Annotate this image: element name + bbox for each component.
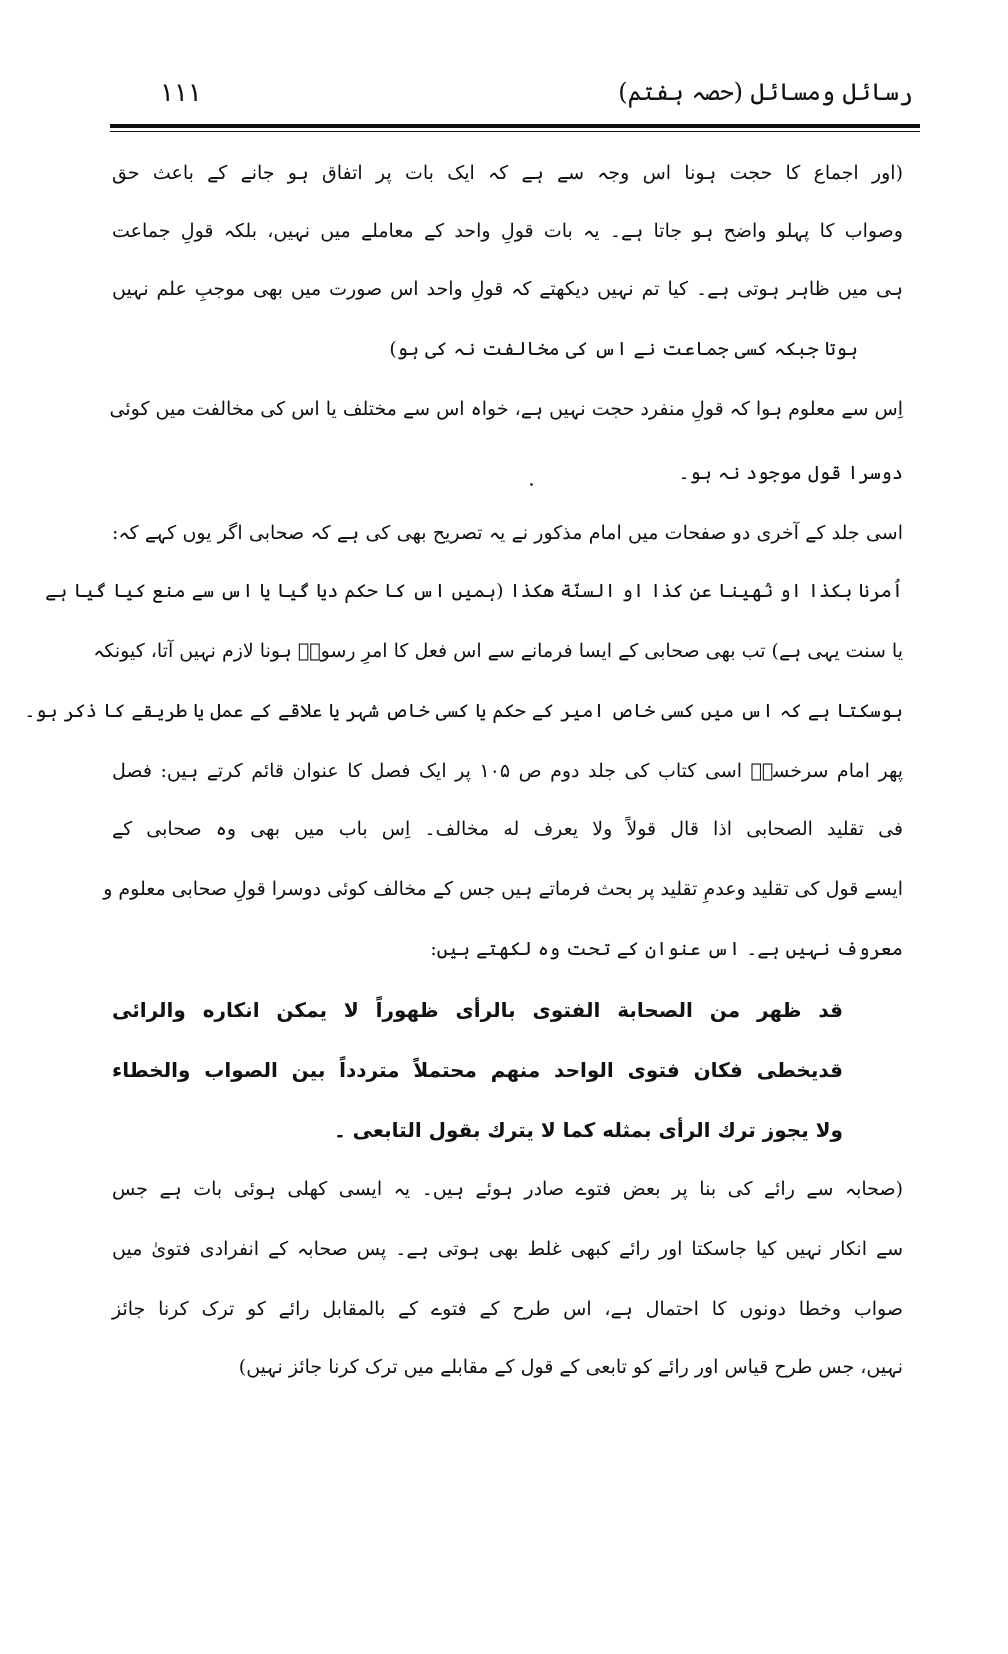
body-line: ہوتا جبکہ کسی جماعت نے اس کی مخالفت نہ کی ہو) <box>389 338 858 360</box>
body-line: اِس سے معلوم ہوا کہ قولِ منفرد حجت نہیں ہے، خواہ اس سے مختلف یا اس کی مخالفت میں کوئی <box>109 398 903 420</box>
book-title: رسائل ومسائل (حصہ ہفتم) <box>618 78 913 106</box>
translation-line: صواب وخطا دونوں کا احتمال ہے، اس طرح کے فتوے کے بالمقابل رائے کو ترک کرنا جائز <box>112 1298 903 1320</box>
body-line: معروف نہیں ہے۔ اس عنوان کے تحت وہ لکھتے ہیں: <box>430 938 903 960</box>
body-line: ہی میں ظاہر ہوتی ہے۔ کیا تم نہیں دیکھتے کہ قولِ واحد اس صورت میں بھی موجبِ علم نہیں <box>112 278 903 300</box>
page-number: ۱۱۱ <box>160 78 202 108</box>
body-line: ہوسکتا ہے کہ اس میں کسی خاص امیر کے حکم یا کسی خاص شہر یا علاقے کے عمل یا طریقے کا ذکر ہو۔ <box>24 700 903 722</box>
translation-line: (صحابہ سے رائے کی بنا پر بعض فتوے صادر ہوئے ہیں۔ یہ ایسی کھلی ہوئی بات ہے جس <box>112 1178 903 1200</box>
body-line: دوسرا قول موجود نہ ہو۔ <box>678 462 903 484</box>
body-line: فی تقلید الصحابی اذا قال قولاً ولا یعرف له مخالف۔ اِس باب میں بھی وہ صحابی کے <box>112 818 903 840</box>
body-line: اسی جلد کے آخری دو صفحات میں امام مذکور نے یہ تصریح بھی کی ہے کہ صحابی اگر یوں کہے کہ: <box>112 522 903 544</box>
body-line: (اور اجماع کا حجت ہونا اس وجہ سے ہے کہ ایک بات پر اتفاق ہو جانے کے باعث حق <box>112 162 903 184</box>
translation-line: سے انکار نہیں کیا جاسکتا اور رائے کبھی غلط بھی ہوتی ہے۔ پس صحابہ کے انفرادی فتویٰ میں <box>112 1238 903 1260</box>
body-line: یا سنت یہی ہے) تب بھی صحابی کے ایسا فرمانے سے اس فعل کا امرِ رسولؐ ہونا لازم نہیں آتا، کیونکہ <box>93 640 903 662</box>
body-line: وصواب کا پہلو واضح ہو جاتا ہے۔ یہ بات قولِ واحد کے معاملے میں نہیں، بلکہ قولِ جماعت <box>112 220 903 242</box>
header-rule-thin <box>110 131 920 132</box>
body-line: اُمرنا بکذا او نُھینا عن کذا او السنّة ھکذا (ہمیں اس کا حکم دیا گیا یا اس سے منع کیا گیا ہے <box>45 580 903 602</box>
page-speck <box>530 483 533 486</box>
header-rule <box>110 124 920 128</box>
arabic-quote-line: قديخطى فكان فتوى الواحد منهم محتملاً متردداً بين الصواب والخطاء <box>112 1058 843 1082</box>
page-header <box>110 78 913 126</box>
arabic-quote-line: ولا يجوز ترك الرأى بمثله كما لا يترك بقول التابعى ۔ <box>333 1118 843 1142</box>
body-line: ایسے قول کی تقلید وعدمِ تقلید پر بحث فرماتے ہیں جس کے مخالف کوئی دوسرا قولِ صحابی معلوم و <box>103 878 903 900</box>
body-line: پھر امام سرخسیؒ اسی کتاب کی جلد دوم ص ۱۰۵ پر ایک فصل کا عنوان قائم کرتے ہیں: فصل <box>112 760 903 782</box>
translation-line: نہیں، جس طرح قیاس اور رائے کو تابعی کے قول کے مقابلے میں ترک کرنا جائز نہیں) <box>238 1356 903 1378</box>
arabic-quote-line: قد ظهر من الصحابة الفتوى بالرأى ظهوراً لا يمكن انكاره والرائى <box>112 998 843 1022</box>
